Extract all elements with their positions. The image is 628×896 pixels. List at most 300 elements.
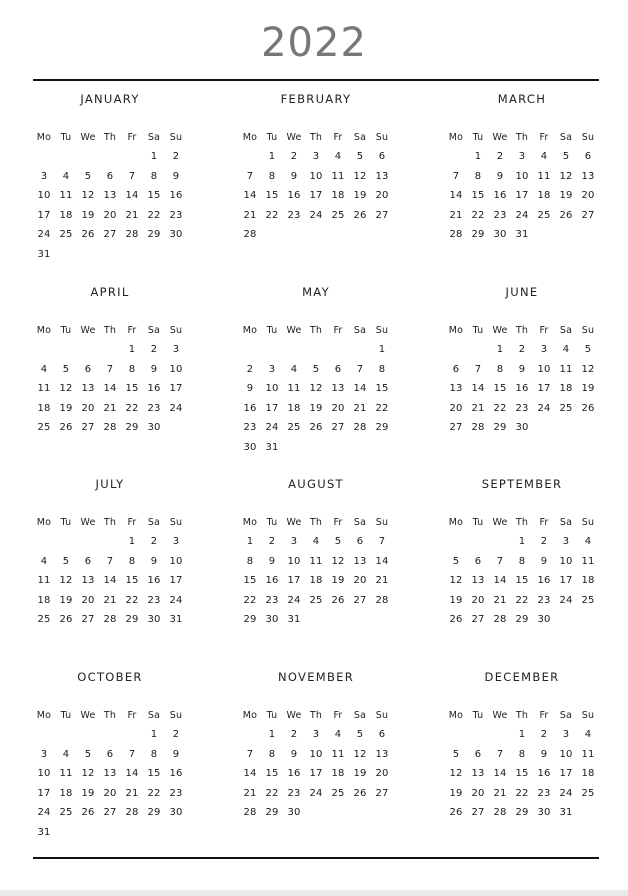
month-name: MARCH	[497, 92, 547, 106]
week-row	[33, 823, 187, 843]
day-cell: 21	[449, 209, 463, 221]
day-cell: 17	[309, 768, 323, 780]
month-name: DECEMBER	[484, 670, 560, 684]
empty-day-cell	[445, 725, 467, 745]
day-cell: 18	[37, 402, 51, 414]
day-cell: 22	[265, 787, 279, 799]
day-cell: 20	[375, 190, 389, 202]
day-cell: 24	[559, 787, 573, 799]
day-cell: 11	[59, 190, 73, 202]
week-row	[445, 399, 599, 419]
day-cell: 15	[265, 768, 279, 780]
day-cell: 14	[449, 190, 463, 202]
month-march	[445, 84, 599, 264]
day-cell: 21	[125, 209, 139, 221]
day-cell: 26	[353, 787, 367, 799]
day-cell: 30	[537, 614, 551, 626]
day-cell: 23	[287, 787, 301, 799]
day-cell: 9	[290, 170, 298, 182]
day-cell: 19	[331, 575, 345, 587]
weekday-header-row	[445, 128, 599, 148]
day-cell: 10	[37, 768, 51, 780]
day-cell: 23	[147, 402, 161, 414]
weekday-label: Th	[103, 517, 117, 528]
month-name: MAY	[302, 285, 330, 299]
weekday-label: Sa	[147, 710, 161, 721]
empty-day-cell	[55, 245, 77, 265]
empty-day-cell	[349, 803, 371, 823]
empty-day-cell	[283, 340, 305, 360]
day-cell: 9	[540, 555, 548, 567]
month-january	[33, 84, 187, 264]
day-cell: 28	[353, 422, 367, 434]
day-cell: 24	[287, 594, 301, 606]
weekday-label: Mo	[448, 517, 464, 528]
day-cell: 22	[515, 594, 529, 606]
week-row	[445, 764, 599, 784]
day-cell: 6	[84, 555, 92, 567]
weekday-header-row	[445, 321, 599, 341]
day-cell: 3	[518, 151, 526, 162]
day-cell: 24	[169, 594, 183, 606]
day-cell: 25	[537, 209, 551, 221]
empty-day-cell	[305, 610, 327, 630]
day-cell: 22	[493, 402, 507, 414]
weekday-label: Su	[375, 132, 389, 143]
day-cell: 18	[331, 768, 345, 780]
day-cell: 30	[537, 807, 551, 819]
day-cell: 2	[268, 536, 276, 547]
week-row	[33, 340, 187, 360]
day-cell: 12	[81, 768, 95, 780]
day-cell: 19	[353, 768, 367, 780]
day-cell: 20	[471, 787, 485, 799]
day-cell: 13	[581, 170, 595, 182]
day-cell: 20	[471, 594, 485, 606]
weekday-label: Fr	[127, 710, 137, 721]
day-cell: 22	[147, 787, 161, 799]
weekday-label: Sa	[353, 132, 367, 143]
empty-day-cell	[555, 418, 577, 438]
day-cell: 15	[265, 190, 279, 202]
empty-day-cell	[467, 725, 489, 745]
day-cell: 12	[353, 170, 367, 182]
weekday-label: Su	[581, 132, 595, 143]
month-name: AUGUST	[288, 477, 344, 491]
day-cell: 17	[265, 402, 279, 414]
weekday-label: Su	[169, 132, 183, 143]
weekday-label: Tu	[60, 325, 72, 336]
day-cell: 11	[59, 768, 73, 780]
day-cell: 26	[449, 614, 463, 626]
empty-day-cell	[165, 245, 187, 265]
day-cell: 22	[243, 594, 257, 606]
day-cell: 23	[537, 787, 551, 799]
day-cell: 20	[449, 402, 463, 414]
day-cell: 19	[81, 209, 95, 221]
day-cell: 23	[147, 594, 161, 606]
day-cell: 4	[540, 151, 548, 162]
day-cell: 13	[375, 748, 389, 760]
weekday-label: Fr	[333, 710, 343, 721]
day-cell: 2	[290, 151, 298, 162]
day-cell: 12	[331, 555, 345, 567]
weekday-label: Fr	[539, 517, 549, 528]
week-row	[445, 418, 599, 438]
month-july	[33, 469, 187, 649]
day-cell: 8	[150, 170, 158, 182]
week-row	[239, 532, 393, 552]
day-cell: 15	[125, 575, 139, 587]
day-cell: 14	[243, 190, 257, 202]
week-row	[33, 571, 187, 591]
day-cell: 6	[356, 536, 364, 547]
day-cell: 15	[243, 575, 257, 587]
weekday-label: Tu	[266, 710, 278, 721]
weekday-label: Su	[375, 517, 389, 528]
empty-day-cell	[33, 340, 55, 360]
empty-day-cell	[121, 823, 143, 843]
year-title: 2022	[261, 20, 367, 66]
day-cell: 17	[515, 190, 529, 202]
day-cell: 1	[150, 151, 158, 162]
month-november	[239, 662, 393, 842]
day-cell: 15	[515, 575, 529, 587]
day-cell: 24	[169, 402, 183, 414]
day-cell: 28	[243, 229, 257, 241]
day-cell: 6	[378, 729, 386, 740]
day-cell: 8	[268, 748, 276, 760]
weekday-label: Mo	[36, 132, 52, 143]
weekday-label: Sa	[559, 132, 573, 143]
day-cell: 24	[309, 209, 323, 221]
empty-day-cell	[577, 610, 599, 630]
day-cell: 2	[172, 151, 180, 162]
day-cell: 23	[265, 594, 279, 606]
empty-day-cell	[305, 225, 327, 245]
day-cell: 11	[537, 170, 551, 182]
day-cell: 2	[150, 344, 158, 355]
weekday-label: Tu	[266, 132, 278, 143]
day-cell: 8	[518, 748, 526, 760]
day-cell: 29	[147, 807, 161, 819]
weekday-label: We	[286, 132, 302, 143]
day-cell: 22	[515, 787, 529, 799]
empty-day-cell	[261, 225, 283, 245]
day-cell: 3	[312, 151, 320, 162]
empty-day-cell	[55, 823, 77, 843]
day-cell: 24	[515, 209, 529, 221]
week-row	[33, 784, 187, 804]
day-cell: 30	[169, 807, 183, 819]
day-cell: 13	[375, 170, 389, 182]
day-cell: 23	[287, 209, 301, 221]
day-cell: 20	[103, 209, 117, 221]
day-cell: 5	[62, 555, 70, 567]
week-row	[33, 591, 187, 611]
day-cell: 13	[103, 190, 117, 202]
day-cell: 16	[147, 575, 161, 587]
empty-day-cell	[99, 147, 121, 167]
day-cell: 17	[309, 190, 323, 202]
day-cell: 29	[493, 422, 507, 434]
day-cell: 31	[169, 614, 183, 626]
weekday-header-row	[33, 513, 187, 533]
day-cell: 5	[452, 748, 460, 760]
weekday-label: Sa	[147, 132, 161, 143]
day-cell: 2	[540, 729, 548, 740]
empty-day-cell	[261, 340, 283, 360]
day-cell: 18	[59, 787, 73, 799]
day-cell: 22	[471, 209, 485, 221]
weekday-label: We	[492, 132, 508, 143]
empty-day-cell	[327, 803, 349, 823]
day-cell: 27	[449, 422, 463, 434]
day-cell: 21	[243, 787, 257, 799]
weekday-label: Th	[103, 132, 117, 143]
weekday-label: Th	[515, 325, 529, 336]
empty-day-cell	[165, 823, 187, 843]
day-cell: 30	[515, 422, 529, 434]
week-row	[445, 532, 599, 552]
weekday-label: We	[80, 132, 96, 143]
empty-day-cell	[445, 340, 467, 360]
week-row	[445, 225, 599, 245]
day-cell: 28	[103, 614, 117, 626]
empty-day-cell	[555, 610, 577, 630]
week-row	[239, 591, 393, 611]
weekday-label: We	[286, 325, 302, 336]
day-cell: 16	[515, 383, 529, 395]
week-row	[33, 418, 187, 438]
day-cell: 8	[128, 363, 136, 375]
weekday-label: Mo	[242, 132, 258, 143]
week-row	[33, 379, 187, 399]
week-row	[33, 552, 187, 572]
day-cell: 31	[37, 249, 51, 260]
empty-day-cell	[371, 610, 393, 630]
empty-day-cell	[555, 225, 577, 245]
day-cell: 23	[169, 787, 183, 799]
empty-day-cell	[99, 823, 121, 843]
day-cell: 27	[471, 614, 485, 626]
day-cell: 12	[309, 383, 323, 395]
day-cell: 25	[59, 229, 73, 241]
day-cell: 14	[125, 190, 139, 202]
day-cell: 10	[515, 170, 529, 182]
day-cell: 1	[474, 151, 482, 162]
day-cell: 21	[103, 594, 117, 606]
week-row	[33, 186, 187, 206]
day-cell: 3	[540, 344, 548, 355]
weekday-label: Mo	[36, 517, 52, 528]
empty-day-cell	[467, 340, 489, 360]
day-cell: 29	[471, 229, 485, 241]
weekday-label: Sa	[353, 517, 367, 528]
empty-day-cell	[305, 340, 327, 360]
empty-day-cell	[533, 225, 555, 245]
week-row	[239, 399, 393, 419]
day-cell: 16	[287, 768, 301, 780]
day-cell: 10	[309, 170, 323, 182]
day-cell: 24	[37, 229, 51, 241]
weekday-label: Su	[375, 325, 389, 336]
day-cell: 4	[290, 363, 298, 375]
empty-day-cell	[239, 725, 261, 745]
week-row	[33, 245, 187, 265]
day-cell: 30	[147, 422, 161, 434]
week-row	[239, 418, 393, 438]
empty-day-cell	[577, 225, 599, 245]
day-cell: 13	[331, 383, 345, 395]
empty-day-cell	[55, 532, 77, 552]
day-cell: 14	[471, 383, 485, 395]
day-cell: 7	[128, 748, 136, 760]
day-cell: 17	[37, 209, 51, 221]
weekday-label: Tu	[266, 517, 278, 528]
day-cell: 15	[147, 768, 161, 780]
empty-day-cell	[371, 803, 393, 823]
day-cell: 8	[246, 555, 254, 567]
weekday-label: Th	[309, 132, 323, 143]
week-row	[445, 571, 599, 591]
day-cell: 14	[103, 383, 117, 395]
weekday-label: We	[286, 710, 302, 721]
weekday-label: Fr	[539, 325, 549, 336]
day-cell: 1	[246, 536, 254, 547]
weekday-label: Mo	[242, 325, 258, 336]
weekday-label: We	[492, 517, 508, 528]
weekday-label: Tu	[266, 325, 278, 336]
top-divider	[33, 79, 599, 81]
week-row	[33, 167, 187, 187]
weekday-label: Sa	[353, 710, 367, 721]
week-row	[239, 610, 393, 630]
day-cell: 20	[353, 575, 367, 587]
day-cell: 18	[37, 594, 51, 606]
day-cell: 27	[353, 594, 367, 606]
empty-day-cell	[327, 340, 349, 360]
day-cell: 26	[581, 402, 595, 414]
empty-day-cell	[77, 725, 99, 745]
weekday-label: Sa	[353, 325, 367, 336]
day-cell: 20	[581, 190, 595, 202]
day-cell: 17	[559, 575, 573, 587]
day-cell: 20	[103, 787, 117, 799]
day-cell: 26	[331, 594, 345, 606]
day-cell: 6	[378, 151, 386, 162]
day-cell: 8	[268, 170, 276, 182]
empty-day-cell	[349, 610, 371, 630]
day-cell: 3	[268, 363, 276, 375]
weekday-label: Su	[581, 517, 595, 528]
day-cell: 13	[353, 555, 367, 567]
week-row	[445, 147, 599, 167]
day-cell: 5	[356, 151, 364, 162]
empty-day-cell	[143, 245, 165, 265]
day-cell: 5	[356, 729, 364, 740]
weekday-label: Su	[581, 710, 595, 721]
day-cell: 16	[169, 190, 183, 202]
weekday-label: Tu	[60, 132, 72, 143]
weekday-label: Tu	[472, 517, 484, 528]
day-cell: 6	[334, 363, 342, 375]
day-cell: 29	[515, 614, 529, 626]
day-cell: 10	[559, 748, 573, 760]
day-cell: 17	[287, 575, 301, 587]
empty-day-cell	[121, 147, 143, 167]
weekday-label: Sa	[147, 517, 161, 528]
day-cell: 4	[40, 555, 48, 567]
week-row	[33, 225, 187, 245]
week-row	[239, 340, 393, 360]
day-cell: 29	[147, 229, 161, 241]
day-cell: 13	[81, 575, 95, 587]
weekday-label: Mo	[36, 710, 52, 721]
day-cell: 24	[37, 807, 51, 819]
day-cell: 1	[496, 344, 504, 355]
day-cell: 5	[84, 170, 92, 182]
day-cell: 11	[581, 748, 595, 760]
month-name: JUNE	[505, 285, 539, 299]
weekday-label: Mo	[448, 710, 464, 721]
day-cell: 5	[312, 363, 320, 375]
day-cell: 4	[40, 363, 48, 375]
day-cell: 27	[375, 787, 389, 799]
day-cell: 23	[515, 402, 529, 414]
weekday-label: We	[286, 517, 302, 528]
day-cell: 21	[493, 787, 507, 799]
day-cell: 27	[103, 807, 117, 819]
day-cell: 6	[106, 170, 114, 182]
month-name: APRIL	[90, 285, 130, 299]
day-cell: 15	[471, 190, 485, 202]
day-cell: 16	[169, 768, 183, 780]
empty-day-cell	[239, 340, 261, 360]
day-cell: 24	[537, 402, 551, 414]
day-cell: 10	[169, 555, 183, 567]
day-cell: 15	[515, 768, 529, 780]
day-cell: 6	[584, 151, 592, 162]
week-row	[33, 399, 187, 419]
weekday-label: Mo	[448, 325, 464, 336]
empty-day-cell	[445, 532, 467, 552]
week-row	[445, 610, 599, 630]
day-cell: 31	[37, 827, 51, 838]
day-cell: 11	[581, 555, 595, 567]
day-cell: 26	[81, 229, 95, 241]
empty-day-cell	[99, 725, 121, 745]
day-cell: 10	[287, 555, 301, 567]
month-december	[445, 662, 599, 842]
day-cell: 17	[169, 575, 183, 587]
day-cell: 21	[471, 402, 485, 414]
day-cell: 22	[375, 402, 389, 414]
day-cell: 19	[353, 190, 367, 202]
weekday-header-row	[239, 321, 393, 341]
day-cell: 8	[378, 363, 386, 375]
day-cell: 9	[540, 748, 548, 760]
day-cell: 17	[559, 768, 573, 780]
month-name: JANUARY	[80, 92, 140, 106]
week-row	[33, 360, 187, 380]
week-row	[445, 167, 599, 187]
day-cell: 18	[581, 575, 595, 587]
day-cell: 28	[449, 229, 463, 241]
day-cell: 23	[243, 422, 257, 434]
day-cell: 28	[243, 807, 257, 819]
empty-day-cell	[77, 340, 99, 360]
